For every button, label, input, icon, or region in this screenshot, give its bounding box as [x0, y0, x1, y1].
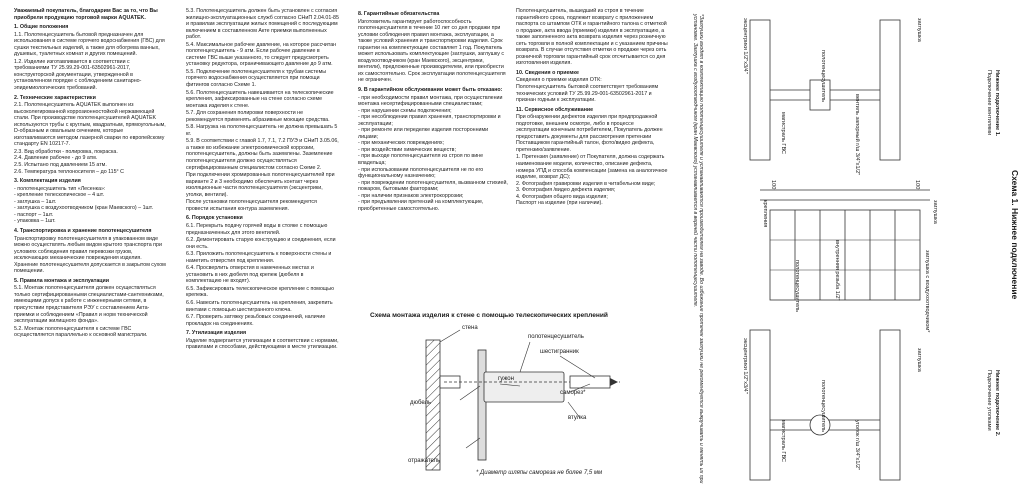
label-main-3: магистраль ГВС — [780, 420, 786, 463]
paragraph: 6.7. Проверить затяжку резьбовых соединений, наличие прокладок на соединениях. — [186, 314, 326, 327]
lower2-sub: Подключение уголками — [986, 370, 992, 431]
label-mount-2: крепления — [762, 200, 768, 228]
section-heading: 2. Технические характеристики — [14, 94, 96, 101]
scheme-title: Схема 1. Нижнее подключение — [1010, 170, 1020, 300]
label-towel: полотенцесушитель — [528, 334, 584, 340]
paragraph: 5.1. Монтаж полотенцесушителя должен осуществляться только сертифицированными специалистами-сантехниками, имеющими допуск к работе с инженерными сетями, в присутствии представителя РЭУ с составлением Акта-приемки и соблюдением «Правил и норм технической эксплуатации жилищного фонда». — [14, 285, 164, 325]
paragraph: Изделие подвергается утилизации в соответствии с нормами, правилами и способами, действующими в месте утилизации. — [186, 337, 339, 351]
label-towel-1: полотенцесушитель — [820, 50, 826, 103]
section-heading: 9. В гарантийном обслуживании может быть отказано: — [358, 87, 503, 94]
wall-mount-diagram — [420, 320, 650, 490]
paragraph: При подключении хромированных полотенцесушителей при варианте 2 и 3 необходимо обеспечить контакт через изоляционные части полотенцесушителя (эксцентрики, уголки, вентили). — [186, 172, 335, 198]
paragraph: 6.5. Зафиксировать телескопическое крепление с помощью крепежа. — [186, 285, 334, 299]
paragraph: 2.1. Полотенцесушитель AQUATEK выполнен из высоколегированной коррозионностойкой нержавеющей стали. При производстве полотенцесушителей AQUATEK используются трубы с круглым, квадратным, прямоугольным, D-образным и овальным сечением, которые изготавливаются методом лазерной сварки по европейскому стандарту EN 10217-7. — [14, 102, 166, 148]
towel-pipe — [484, 372, 564, 402]
column-installation — [186, 8, 340, 352]
label-screw: саморез* — [560, 390, 586, 396]
paragraph: 5.7. Для сохранения полировки поверхности не рекомендуется применять абразивные моющие средства. — [186, 110, 330, 123]
paragraph: 5.2. Монтаж полотенцесушителя к системе ГВС осуществляется параллельно к основной магистрали. — [14, 325, 148, 339]
paragraph: Уважаемый покупатель, благодарим Вас за то, что Вы приобрели продукцию торговой марки AQUATEK. — [14, 8, 158, 21]
section-heading: 4. Транспортировка и хранение полотенцесушителя — [14, 227, 152, 234]
wall-note: * Диаметр шляпы самореза не более 7,5 мм — [476, 470, 603, 476]
paragraph: - полотенцесушитель тип «Лесенка»: - крепление телескопическое – 4 шт. - заглушка – 1шт. - заглушка с воздухоотводчиком (кран Маевского) – 1шт. - паспорт – 1шт. - упаковка – 1шт. — [14, 185, 154, 225]
paragraph: Полотенцесушитель, вышедший из строя в течение гарантийного срока, подлежит возврату с приложением паспорта со штампом ОТК и гарантийного талона с отметкой о продаже, акта ввода (приемки) изделия в эксплуатацию, а также заполненного акта возврата изделия через розничную сеть торговли в полной комплектации и с указанием причины возврата. В случае отсутствия отметки о продаже через сеть розничной торговли гарантийный срок отсчитывается со дня изготовления изделия. — [516, 8, 668, 67]
section-heading: 3. Комплектация изделия — [14, 178, 81, 185]
column-general — [14, 8, 166, 340]
paragraph: 6.4. Просверлить отверстия в намеченных местах и установить в них дюбеля под крепеж (дюбеля в комплектацию не входят). — [186, 265, 314, 285]
paragraph: 5.5. Подключение полотенцесушителя к трубам системы горячего водоснабжения осуществляется при помощи фитингов согласно Схеме 1. — [186, 68, 327, 89]
screw-shape — [570, 376, 610, 388]
section-heading: 8. Гарантийные обязательства — [358, 11, 440, 17]
lower2-title: Нижнее подключение 2. — [994, 370, 1000, 437]
section-heading: 10. Сведения о приемке — [516, 69, 579, 76]
paragraph: - при необходимости правил монтажа, при осуществлении монтажа несертифицированными специалистами; - при нарушении схемы подключения; - при несоблюдении правил хранения, транспортировки и эксплуатации; - при ремонте или переделке изделия посторонними лицами; - при механических повреждениях; - при воздействии химических веществ; - при выходе полотенцесушителя из строя по вине владельца; - при использовании полотенцесушителя не по его функциональному назначению; - при повреждении полотенцесушителя, вызванном стихией, пожаром, бытовыми факторами; - при наличии признаков электрокоррозии; - при предъявлении претензий на комплектующие, приобретенные самостоятельно. — [358, 94, 508, 212]
paragraph: 6.6. Навесить полотенцесушитель на крепления, закрепить винтами с помощью шестигранного ключа. — [186, 299, 333, 313]
label-inner-thread: внутренняя резьба 1/2" — [834, 240, 840, 301]
dim-100-a: 100 — [770, 180, 776, 190]
dim-100-b: 100 — [914, 180, 920, 190]
label-ecc-1: эксцентрики 1/2"х3/4" — [742, 18, 748, 74]
label-plug-air: заглушка с воздухоотводчиком* — [924, 250, 930, 333]
label-towel-3: полотенцесушитель — [820, 380, 826, 433]
label-plug-1: заглушка — [916, 18, 922, 42]
paragraph: 5.3. Полотенцесушитель должен быть установлен с согласия жилищно-эксплуатационных служб согласно СНиП 2.04.01-85 и правилам эксплуатации жилых помещений с последующим включением в составленном Акте приемки выполненных работ. — [186, 8, 339, 41]
paragraph: После установки полотенцесушителя рекомендуется провести испытания контура заземления. — [186, 199, 317, 212]
paragraph: 1. Претензия (заявление) от Покупателя, должна содержать наименование модели, количество, описание дефекта, номера УПД и способа компенсации (замена на аналогичное изделие, возврат ДС); 2. Фотография гравировки изделия в читабельном виде; 3. Фотография /видео дефекта изделия; 4. Фотография общего вида изделия; Паспорт на изделие (при наличии). — [516, 154, 668, 207]
hex-key-shape — [610, 378, 618, 386]
label-wall: стена — [462, 325, 478, 331]
lower1-sub: Подключение вентилями — [986, 70, 992, 136]
label-plug-2: заглушка — [932, 200, 938, 224]
label-towel-2: полотенцесушитель — [794, 260, 800, 313]
column-service — [516, 8, 668, 208]
paragraph: 6.1. Перекрыть подачу горячей воды в стояке с помощью предназначенных для этого вентилей. — [186, 222, 328, 236]
column-warranty — [358, 8, 508, 213]
section-heading: 11. Сервисное обслуживание — [516, 106, 594, 113]
paragraph: Изготовитель гарантирует работоспособность полотенцесушителя в течение 10 лет со дня продажи при условии соблюдения правил монтажа, эксплуатации, а также условий хранения и транспортировки изделия. Срок гарантии на комплектующие составляет 1 год. Покупатель может использовать комплектующие (заглушки, заглушку с воздухоотводчиком (кран Маевского), эксцентрики, вентили), предложенные производителем, или приобрести их самостоятельно. Срок эксплуатации полотенцесушителя не ограничен. — [358, 18, 506, 84]
paragraph: 2.3. Вид обработки - полировка, покраска. 2.4. Давление рабочее - до 9 атм. 2.5. Испытано под давлением 15 атм. 2.6. Температура теплоносителя – до 115° С — [14, 148, 124, 175]
label-dowel: дюбель — [410, 400, 432, 406]
section-heading: 6. Порядок установки — [186, 215, 243, 222]
paragraph: 5.6. Полотенцесушитель навешивается на телескопические крепления, зафиксированные на стене согласно схеме монтажа изделия к стене. — [186, 89, 334, 109]
label-hex: шестигранник — [540, 349, 579, 355]
label-nut: гужон — [498, 376, 514, 382]
paragraph: 1.2. Изделие изготавливается в соответствии с требованиями ТУ 25.99.29-001-63502961-2017, конструкторской документации, утвержденной в установленном порядке с соблюдением санитарно-эпидемиологических требований. — [14, 58, 142, 92]
label-ecc-3: эксцентрики 1/2"х3/4" — [742, 338, 748, 394]
paragraph: 6.3. Приложить полотенцесушитель к поверхности стены и наметить отверстия под крепления. — [186, 251, 332, 264]
paragraph: 5.8. Нагрузка на полотенцесушитель не должна превышать 5 кг. — [186, 124, 338, 137]
label-sleeve: втулка — [568, 415, 587, 421]
label-angle-3: уголок г/ш 3/4"х1/2" — [854, 420, 860, 471]
paragraph: 6.2. Демонтировать старую конструкцию и соединения, если они есть. — [186, 237, 336, 250]
reflector-plate — [478, 350, 486, 460]
paragraph: 5.9. В соответствии с главой 1.7, 7.1, 7.2 ПУЭ и СНиП 3.05.06, а также во избежание электрохимической коррозии, полотенцесушитель, должны быть заземлены. Заземление полотенцесушителя должно осуществляться сертифицированным специалистом согласно Схеме 2. — [186, 138, 339, 171]
label-reflector-left: отражатель — [408, 458, 441, 464]
section-heading: 5. Правила монтажа и эксплуатации — [14, 277, 110, 284]
scheme-side-note: *Заглушки входят в комплектацию полотенцесушителя и устанавливаются производителем на заводе. Во избежание протечек заглушки не рекомендуется выкручивать и менять их при установке. Заглушка с воздухоотводчиком (кран Маевского) устанавливается в верхней части полотенцесушителя. — [691, 14, 704, 484]
paragraph: Транспортировку полотенцесушителя в упакованном виде можно осуществлять любым видом крытого транспорта при условиях соблюдения правил перевозки грузов, исключающих механические повреждения изделия. Хранение полотенцесушителя допускается в закрытом сухом помещении. — [14, 235, 166, 275]
label-plug-3: заглушка — [916, 348, 922, 372]
wall-mount-title: Схема монтажа изделия к стене с помощью телескопических креплений — [370, 312, 608, 319]
lower1-title: Нижнее подключение 1. — [994, 70, 1000, 137]
paragraph: 5.4. Максимальное рабочее давление, на которое рассчитан полотенцесушитель - 9 атм. Если рабочее давление в системе ГВС выше указанного, то следует предусмотреть установку редуктора, ограничивающего давление до 9 атм. — [186, 41, 337, 68]
paragraph: Сведения о приемке изделия ОТК: Полотенцесушитель бытовой соответствует требованиям технических условий ТУ 25.99.29-001-63502961-2017 и признан годным к эксплуатации. — [516, 77, 659, 104]
section-heading: 7. Утилизация изделия — [186, 330, 247, 337]
section-heading: 1. Общие положения — [14, 24, 69, 31]
paragraph: 1.1. Полотенцесушитель бытовой предназначен для использования в системе горячего водоснабжения (ГВС) для сушки текстильных изделий, а также для обогрева ванных, душевых, туалетных комнат и других помещений. — [14, 31, 165, 58]
paragraph: При обнаружении дефектов изделия при предпродажной подготовке, внешнем осмотре, либо в процессе эксплуатации конечным потребителем, Покупатель должен предоставить документы для рассмотрения претензии Поставщиком гарантийный талон, фото/видео дефекта, претензию/заявление. — [516, 114, 663, 153]
label-main-1: магистраль ГВС — [780, 112, 786, 155]
label-valve-1: вентиль запорный г/ш 3/4"х1/2" — [854, 94, 860, 176]
